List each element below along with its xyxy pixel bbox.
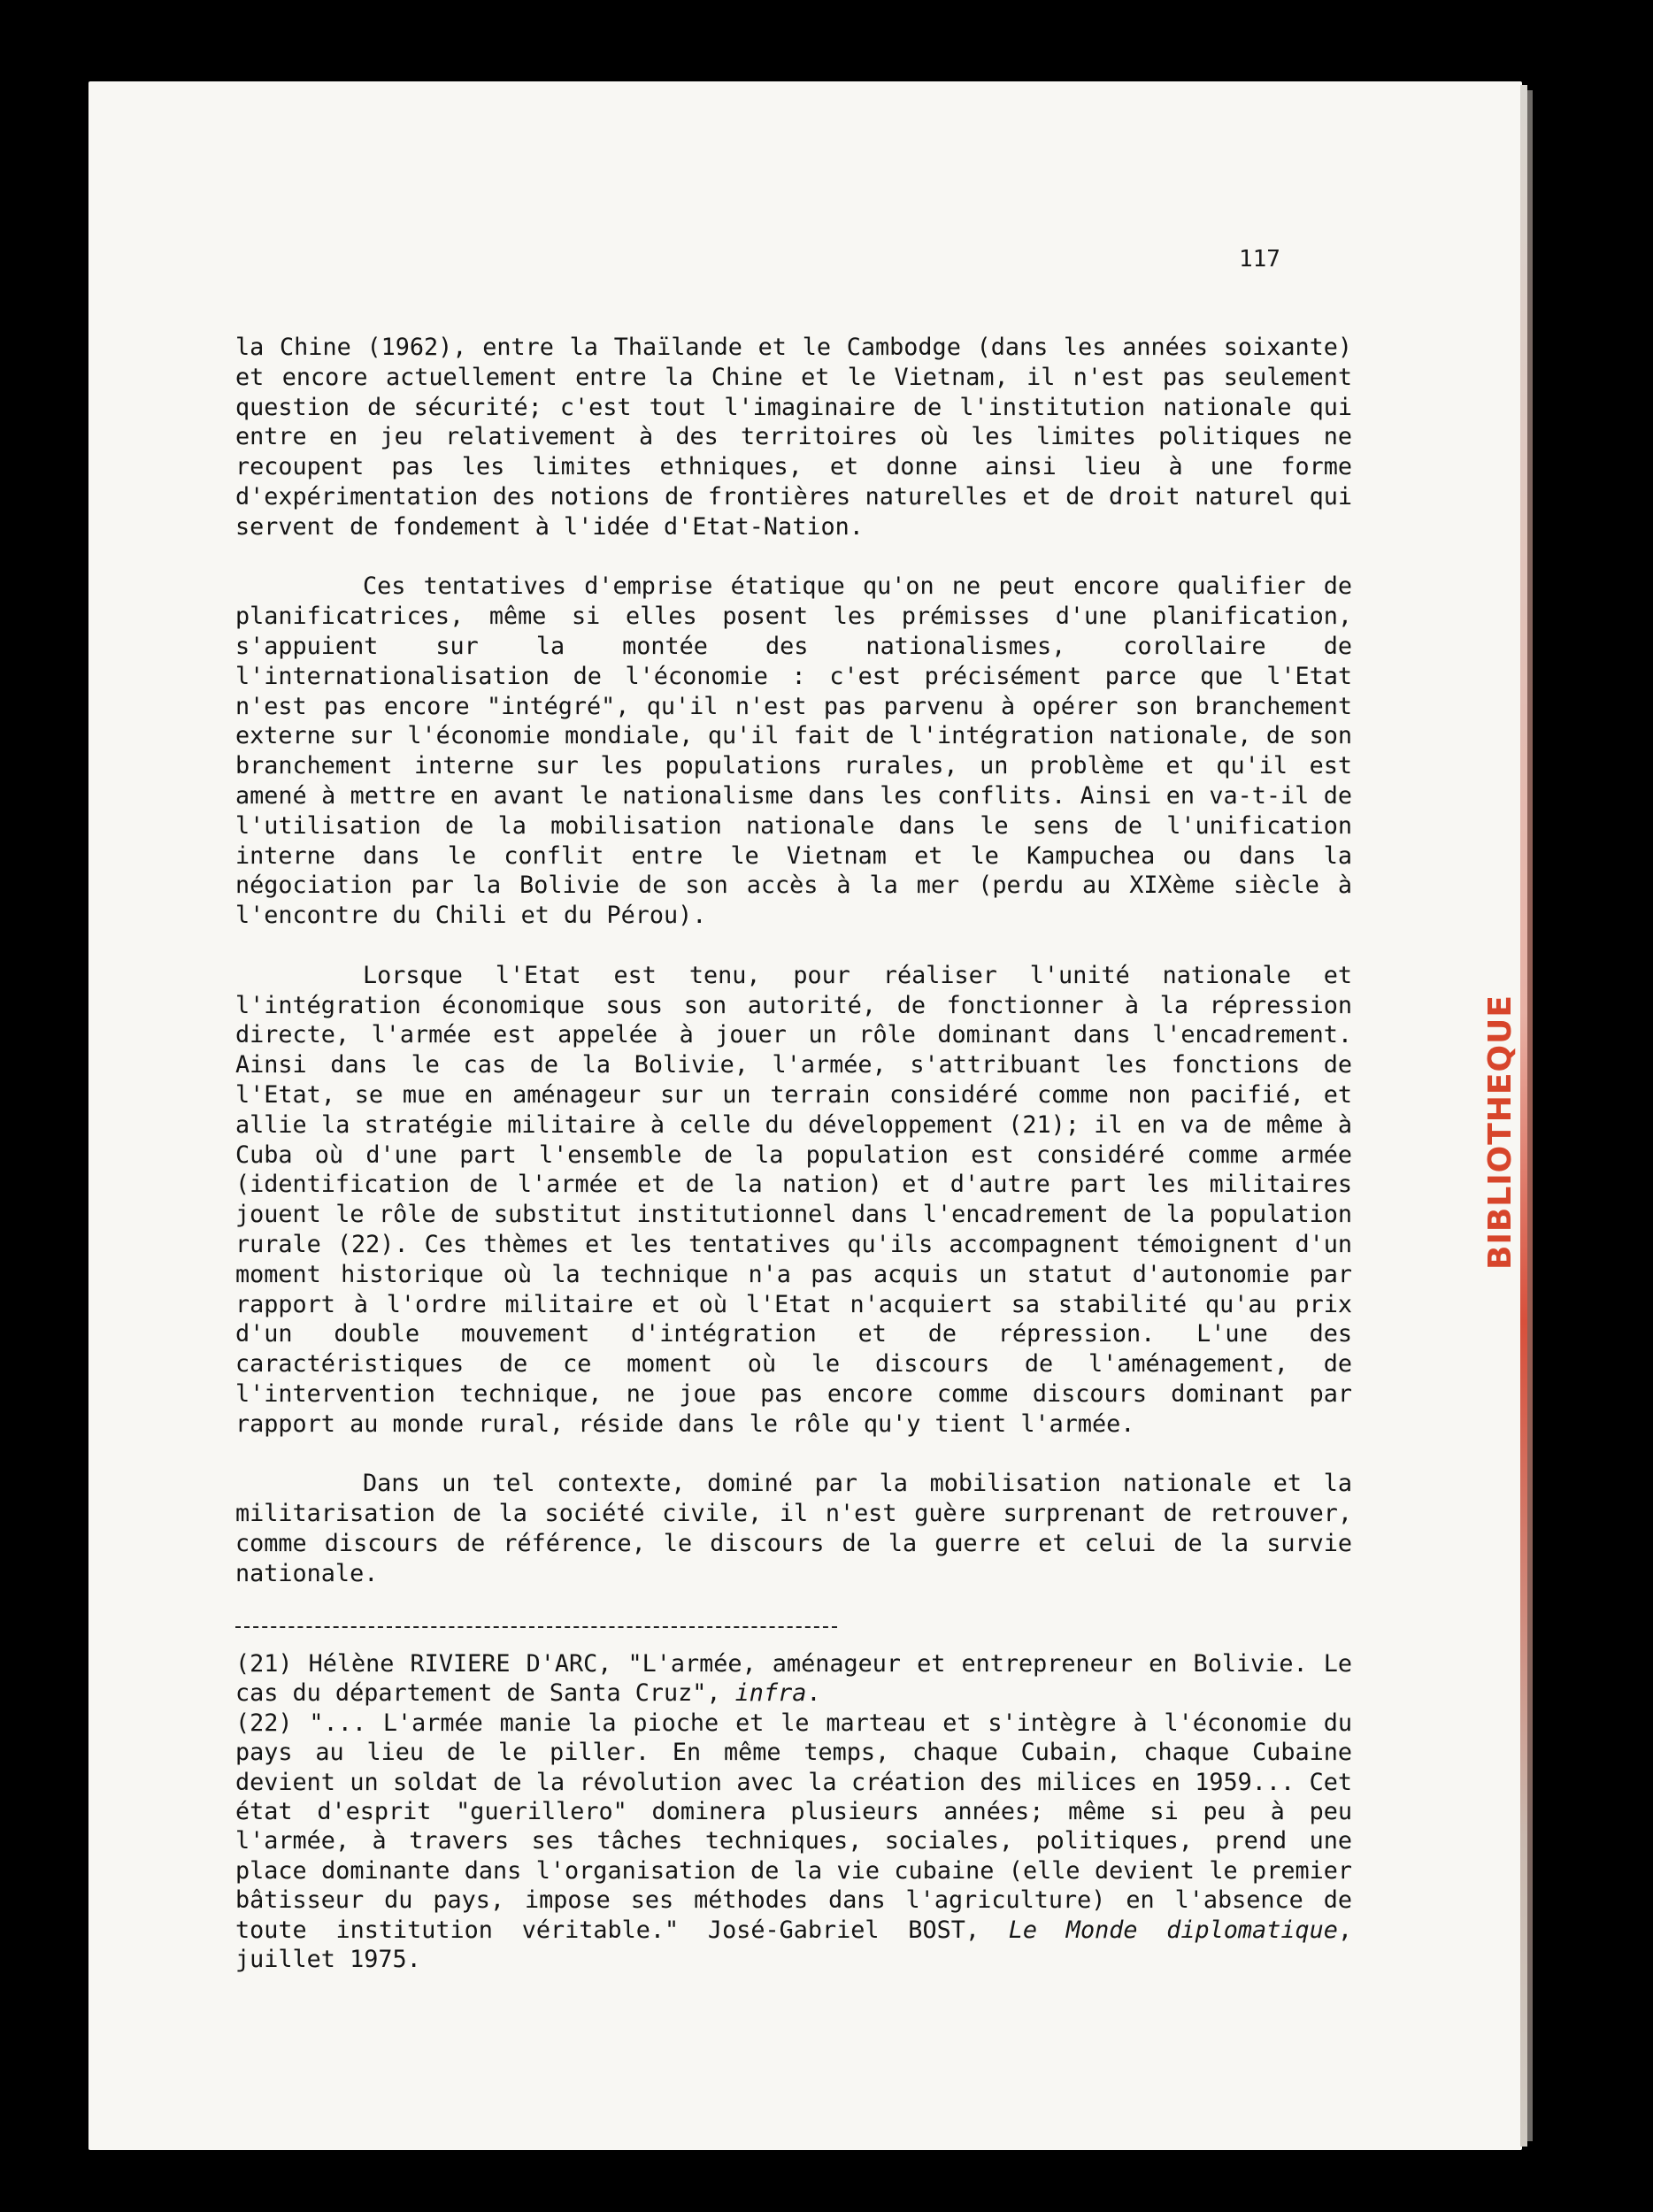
- footnote-separator: [235, 1626, 837, 1628]
- footnote-22: [235, 1709, 1352, 1975]
- footnote-text: (21) Hélène RIVIERE D'ARC, "L'armée, aménageur et entrepreneur en Bolivie. Le cas du département de Santa Cruz",: [235, 1650, 1352, 1708]
- footnotes: [235, 1649, 1352, 1974]
- footnote-tail: , juillet 1975.: [235, 1916, 1352, 1974]
- paragraph: Dans un tel contexte, dominé par la mobilisation nationale et la militarisation de la société civile, il n'est guère surprenant de retrouver, comme discours de référence, le discours de la guerre et celui de la survie nationale.: [235, 1470, 1352, 1587]
- footnote-italic: Le Monde diplomatique: [1008, 1916, 1338, 1944]
- footnote-italic: infra: [734, 1679, 807, 1708]
- paragraph: Lorsque l'Etat est tenu, pour réaliser l'unité nationale et l'intégration économique sous son autorité, de fonctionner à la répression directe, l'armée est appelée à jouer un rôle dominant dans l'encadrement. Ainsi dans le cas de la Bolivie, l'armée, s'attribuant les fonctions de l'Etat, se mue en aménageur sur un terrain considéré comme non pacifié, et allie la stratégie militaire à celle du développement (21); il en va de même à Cuba où d'une part l'ensemble de la population est considéré comme armée (identification de l'armée et de la nation) et d'autre part les militaires jouent le rôle de substitut institutionnel dans l'encadrement de la population rurale (22). Ces thèmes et les tentatives qu'ils accompagnent témoignent d'un moment historique où la technique n'a pas acquis un statut d'autonomie par rapport à l'ordre militaire et où l'Etat n'acquiert sa stabilité qu'au prix d'un double mouvement d'intégration et de répression. L'une des caractéristiques de ce moment où le discours de l'aménagement, de l'intervention technique, ne joue pas encore comme discours dominant par rapport au monde rural, réside dans le rôle qu'y tient l'armée.: [235, 961, 1352, 1438]
- page-edge: [1520, 85, 1527, 2147]
- footnote-tail: .: [806, 1679, 821, 1708]
- paragraph: Ces tentatives d'emprise étatique qu'on ne peut encore qualifier de planificatrices, même si elles posent les prémisses d'une planification, s'appuient sur la montée des nationalismes, corollaire de l'internationalisation de l'économie : c'est précisément parce que l'Etat n'est pas encore "intégré", qu'il n'est pas parvenu à opérer son branchement externe sur l'économie mondiale, qu'il fait de l'intégration nationale, de son branchement interne sur les populations rurales, un problème et qu'il est amené à mettre en avant le nationalisme dans les conflits. Ainsi en va-t-il de l'utilisation de la mobilisation nationale dans le sens de l'unification interne dans le conflit entre le Vietnam et le Kampuchea ou dans la négociation par la Bolivie de son accès à la mer (perdu au XIXème siècle à l'encontre du Chili et du Pérou).: [235, 572, 1352, 930]
- body-text: [235, 333, 1352, 1588]
- page-edge-shadow: [1527, 90, 1533, 2141]
- page-number: 117: [1239, 246, 1280, 273]
- footnote-text: (22) "... L'armée manie la pioche et le marteau et s'intègre à l'économie du pays au lieu de le piller. En même temps, chaque Cubain, chaque Cubaine devient un soldat de la révolution avec la création des milices en 1959... Cet état d'esprit "guerillero" dominera plusieurs années; même si peu à peu l'armée, à travers ses tâches techniques, sociales, politiques, prend une place dominante dans l'organisation de la vie cubaine (elle devient le premier bâtisseur du pays, impose ses méthodes dans l'agriculture) en l'absence de toute institution véritable." José-Gabriel BOST,: [235, 1709, 1352, 1944]
- footnote-21: [235, 1649, 1352, 1709]
- paragraph: la Chine (1962), entre la Thaïlande et le Cambodge (dans les années soixante) et encore actuellement entre la Chine et le Vietnam, il n'est pas seulement question de sécurité; c'est tout l'imaginaire de l'institution nationale qui entre en jeu relativement à des territoires où les limites politiques ne recoupent pas les limites ethniques, et donne ainsi lieu à une forme d'expérimentation des notions de frontières naturelles et de droit naturel qui servent de fondement à l'idée d'Etat-Nation.: [235, 334, 1352, 541]
- library-stamp: BIBLIOTHEQUE: [1482, 995, 1518, 1271]
